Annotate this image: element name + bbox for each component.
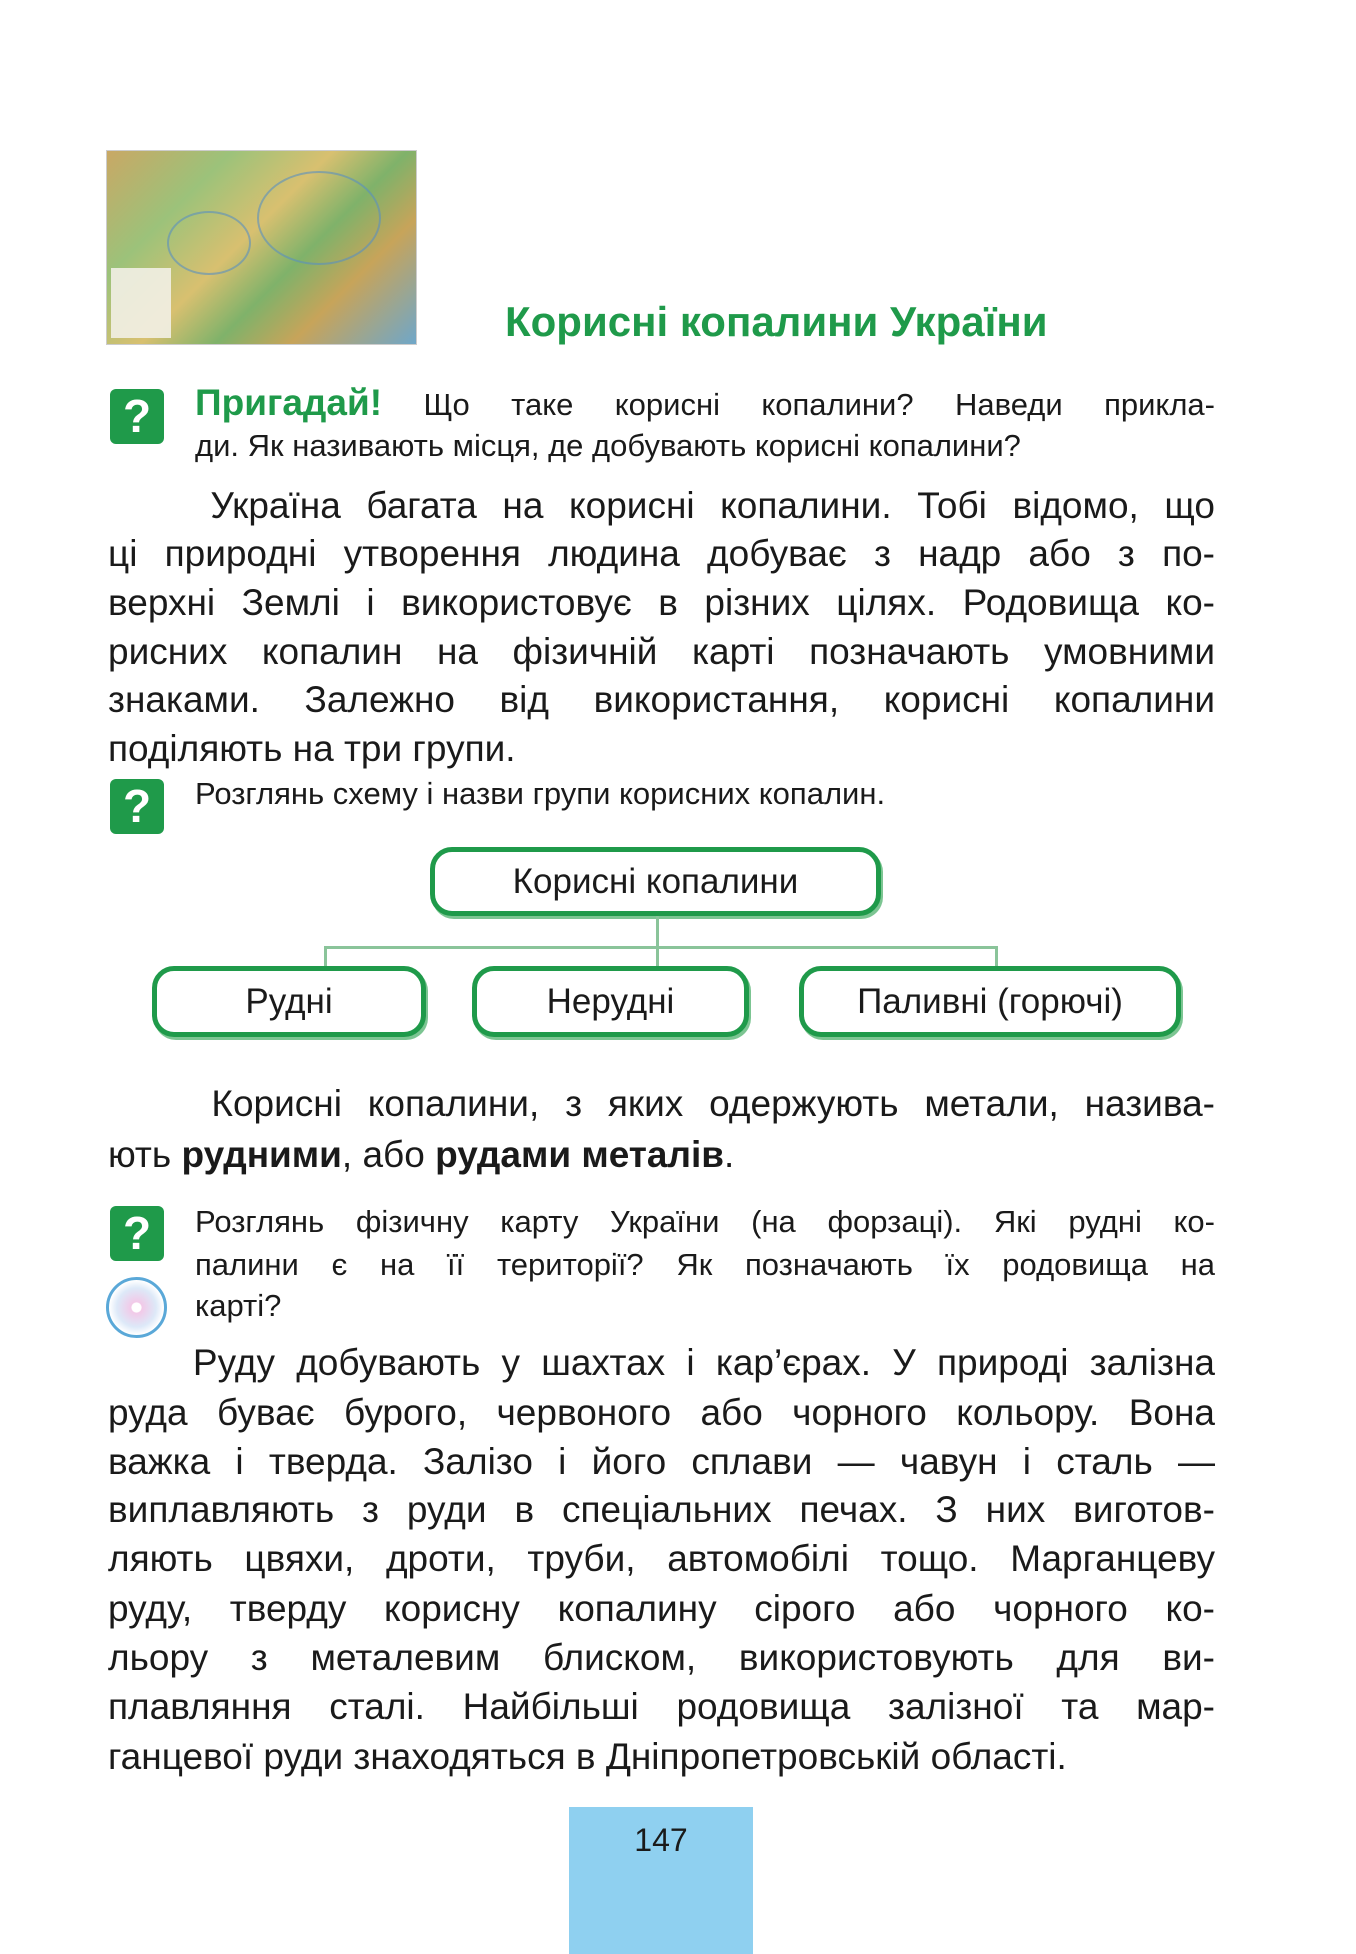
question-icon: ? <box>110 389 164 444</box>
text-segment: ляють цвяхи, дроти, труби, автомобілі тощо. Марганцеву <box>108 1538 1215 1579</box>
bold-term: рудами металів <box>435 1134 725 1175</box>
text-line <box>195 427 1215 465</box>
text-segment: льору з металевим блиском, використовують для ви- <box>108 1637 1215 1678</box>
map-of-ukraine-image <box>106 150 417 345</box>
text-line <box>108 1488 1215 1532</box>
text-line <box>108 1391 1215 1435</box>
diagram-connector <box>995 946 998 966</box>
diagram-label: Нерудні <box>546 981 675 1021</box>
text-segment: Розглянь фізичну карту України (на форзаці). Які рудні ко- <box>195 1204 1215 1239</box>
page-title: Корисні копалини України <box>505 298 1048 345</box>
text-segment: Україна багата на корисні копалини. Тобі відомо, що <box>108 485 1215 526</box>
text-segment: Руду добувають у шахтах і кар’єрах. У природі залізна <box>108 1342 1215 1383</box>
text-segment: виплавляють з руди в спеціальних печах. З них виготов- <box>108 1489 1215 1530</box>
question-icon: ? <box>110 1206 164 1261</box>
diagram-connector <box>656 946 659 966</box>
text-line <box>108 1133 1215 1177</box>
diagram-label: Рудні <box>245 981 333 1021</box>
question-icon: ? <box>110 779 164 834</box>
text-line <box>108 1587 1215 1631</box>
text-line <box>108 678 1215 722</box>
text-segment: верхні Землі і використовує в різних цілях. Родовища ко- <box>108 582 1215 623</box>
text-line <box>195 1287 1215 1325</box>
text-segment: руду, тверду корисну копалину сірого або чорного ко- <box>108 1588 1215 1629</box>
text-segment: карті? <box>195 1288 282 1323</box>
diagram-box-ore <box>152 966 426 1037</box>
text-segment: поділяють на три групи. <box>108 728 516 769</box>
text-segment: ють <box>108 1134 182 1175</box>
text-line <box>195 1203 1215 1241</box>
text-line <box>195 1246 1215 1284</box>
text-segment: руда буває бурого, червоного або чорного кольору. Вона <box>108 1392 1215 1433</box>
diagram-box-nonore <box>472 966 749 1037</box>
bold-term: рудними <box>181 1134 342 1175</box>
text-segment: плавляння сталі. Найбільші родовища залізної та мар- <box>108 1686 1215 1727</box>
text-segment: . <box>724 1134 735 1175</box>
text-line <box>108 1636 1215 1680</box>
text-segment: , або <box>341 1134 436 1175</box>
diagram-connector <box>324 946 327 966</box>
text-line <box>108 581 1215 625</box>
text-segment: ці природні утворення людина добуває з надр або з по- <box>108 533 1215 574</box>
diagram-label: Паливні (горючі) <box>857 981 1123 1021</box>
text-segment: знаками. Залежно від використання, корисні копалини <box>108 679 1215 720</box>
text-segment: палини є на її території? Як позначають їх родовища на <box>195 1247 1215 1282</box>
text-segment: ганцевої руди знаходяться в Дніпропетровській області. <box>108 1736 1067 1777</box>
text-segment: Корисні копалини, з яких одержують метали, назива- <box>108 1083 1215 1124</box>
text-line <box>108 1440 1215 1484</box>
text-segment: Що таке корисні копалини? Наведи прикла- <box>423 387 1215 422</box>
diagram-root-label: Корисні копалини <box>512 861 799 901</box>
text-segment: рисних копалин на фізичній карті позначають умовними <box>108 631 1215 672</box>
text-segment: важка і тверда. Залізо і його сплави — чавун і сталь — <box>108 1441 1215 1482</box>
disc-icon <box>106 1277 167 1338</box>
diagram-connector <box>656 916 659 947</box>
diagram-box-fuel <box>799 966 1181 1037</box>
page-number: 147 <box>634 1822 688 1858</box>
text-line <box>108 727 1215 771</box>
text-line <box>108 1537 1215 1581</box>
text-segment: ди. Як називають місця, де добувають корисні копалини? <box>195 428 1021 463</box>
text-line <box>195 384 1215 424</box>
remember-label: Пригадай! <box>195 382 383 423</box>
question-diagram: Розглянь схему і назви групи корисних копалин. <box>195 776 886 811</box>
text-line <box>108 1341 1215 1385</box>
diagram-connector <box>324 946 997 949</box>
text-line <box>108 1735 1215 1779</box>
text-line <box>108 1685 1215 1729</box>
text-line <box>108 532 1215 576</box>
text-line <box>108 630 1215 674</box>
diagram-root-box <box>430 847 881 916</box>
text-line <box>108 484 1215 528</box>
text-line <box>108 1082 1215 1126</box>
